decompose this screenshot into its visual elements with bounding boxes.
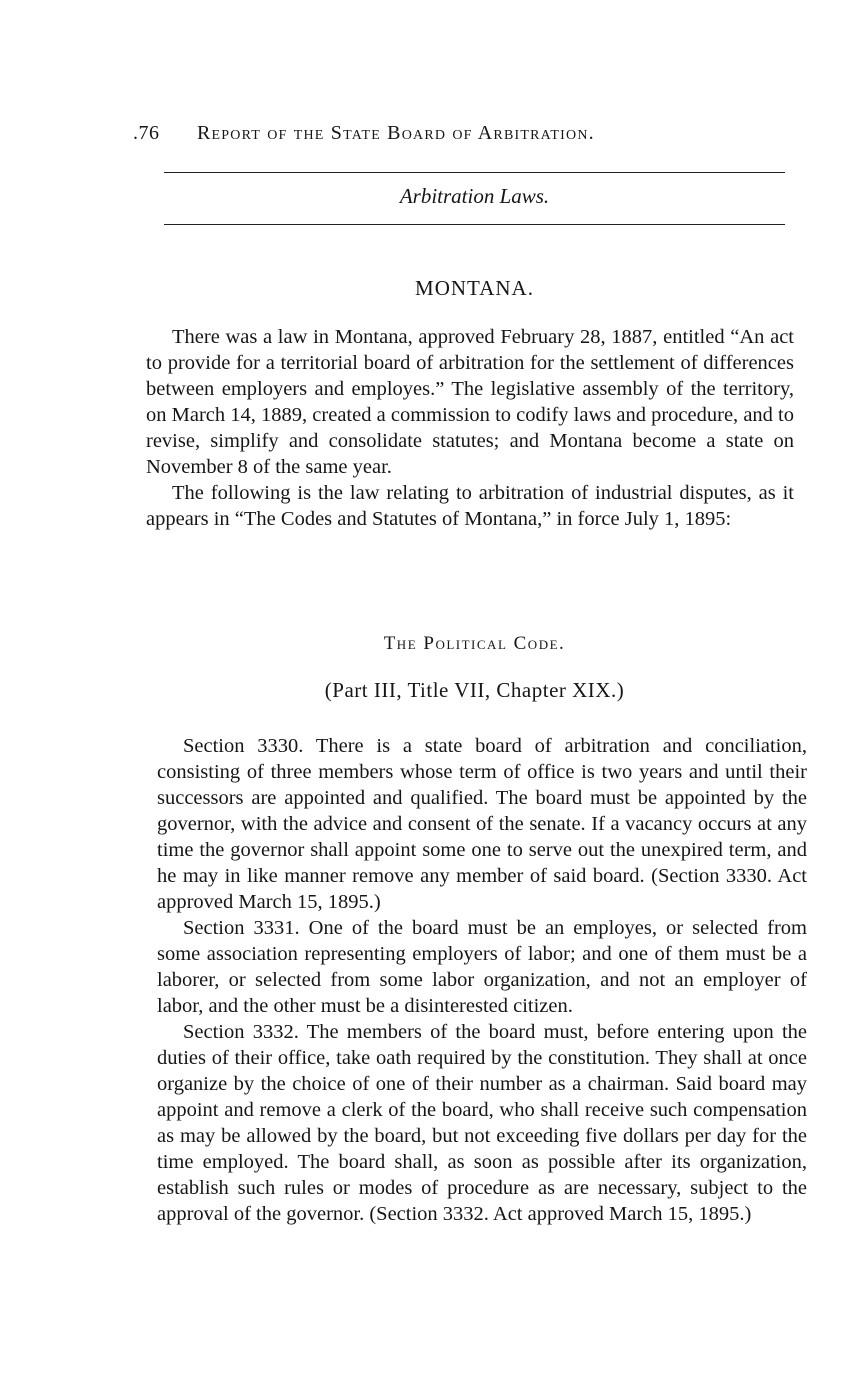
section-3332: Section 3332. The members of the board must, before entering upon the duties of their office, take oath required by the constitution. They shall at once organize by the choice of one of their number as a chairman. Said board may appoint and remove a clerk of the board, who shall receive such compensation as may be allowed by the board, but not exceeding five dollars per day for the time employed. The board shall, as soon as possible after its organization, establish such rules or modes of procedure as are necessary, subject to the approval of the governor. (Section 3332. Act approved March 15, 1895.) — [157, 1021, 807, 1225]
bottom-rule — [164, 224, 785, 225]
section-3331: Section 3331. One of the board must be an employes, or selected from some association representing employers of labor; and one of them must be a laborer, or selected from some labor organization, and not an employer of labor, and the other must be a disinterested citizen. — [157, 917, 807, 1017]
intro-paragraph-2: The following is the law relating to arbitration of industrial disputes, as it appears in “The Codes and Statutes of Montana,” in force July 1, 1895: — [146, 482, 794, 530]
sections-block — [157, 733, 807, 1227]
state-heading: MONTANA. — [415, 276, 534, 300]
running-head — [133, 122, 793, 145]
section-label: Arbitration Laws. — [399, 184, 550, 208]
intro-block — [146, 324, 794, 532]
top-rule — [164, 172, 785, 173]
section-3330: Section 3330. There is a state board of arbitration and conciliation, consisting of three members whose term of office is two years and until their successors are appointed and qualified. The board must be appointed by the governor, with the advice and consent of the senate. If a vacancy occurs at any time the governor shall appoint some one to serve out the unexpired term, and he may in like manner remove any member of said board. (Section 3330. Act approved March 15, 1895.) — [157, 735, 807, 913]
page-number: .76 — [133, 122, 160, 144]
running-title: Report of the State Board of Arbitration. — [197, 122, 595, 144]
intro-paragraph-1: There was a law in Montana, approved February 28, 1887, entitled “An act to provide for a territorial board of arbitration for the settlement of differences between employers and employes.” The legislative assembly of the territory, on March 14, 1889, created a commission to codify laws and procedure, and to revise, simplify and consolidate statutes; and Montana become a state on November 8 of the same year. — [146, 326, 794, 478]
part-heading: (Part III, Title VII, Chapter XIX.) — [324, 678, 625, 702]
code-heading: The Political Code. — [383, 633, 566, 654]
